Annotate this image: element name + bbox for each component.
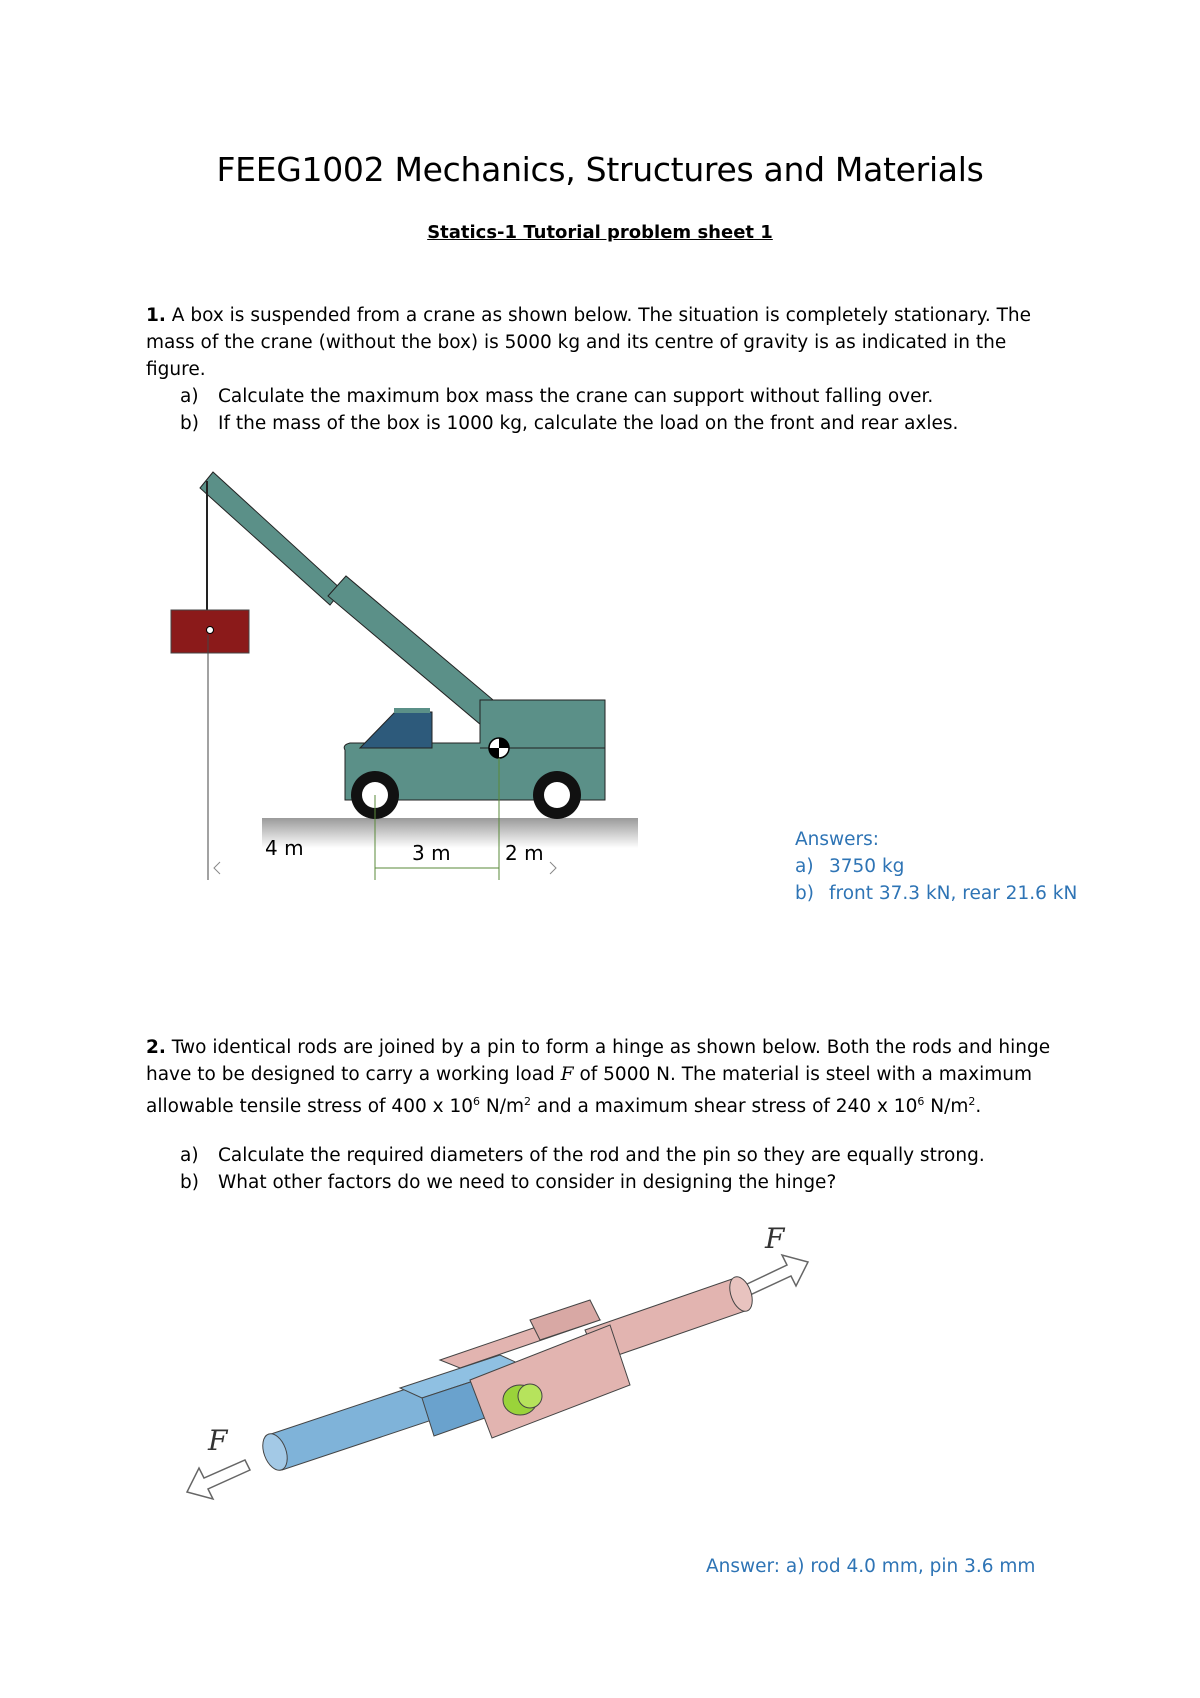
exponent: 6 <box>473 1095 480 1108</box>
force-arrow-bottom <box>187 1460 250 1499</box>
force-label-bottom: F <box>208 1424 228 1457</box>
force-label-top: F <box>765 1222 785 1255</box>
question-1-number: 1. <box>146 305 166 326</box>
answer-label: a) <box>795 856 814 877</box>
exponent: 2 <box>523 1095 531 1108</box>
exponent: 2 <box>968 1095 976 1108</box>
answer-text: front 37.3 kN, rear 21.6 kN <box>829 883 1078 904</box>
part-label: b) <box>180 413 199 434</box>
answer-text: 3750 kg <box>829 856 905 877</box>
part-text: Calculate the required diameters of the rod and the pin so they are equally strong. <box>218 1145 985 1166</box>
left-rod <box>268 1385 432 1470</box>
answer-label: b) <box>795 883 814 904</box>
question-2-body-1: Two identical rods are joined by a pin to form a hinge as shown below. Both the rods and hinge have to be designed to carry a working load <box>146 1037 1051 1085</box>
part-label: a) <box>180 1145 199 1166</box>
question-2-answer: Answer: a) rod 4.0 mm, pin 3.6 mm <box>706 1556 1036 1577</box>
sheet-subtitle: Statics-1 Tutorial problem sheet 1 <box>427 222 773 243</box>
question-2-body-3: and a maximum shear stress of 240 x 10 <box>536 1096 918 1118</box>
page-title: FEEG1002 Mechanics, Structures and Materials <box>216 150 984 189</box>
unit: N/m <box>930 1096 969 1118</box>
dimension-label-3m: 3 m <box>412 841 451 865</box>
question-2-body-2: of 5000 N. The material is steel with a maximum allowable tensile stress of 400 x 10 <box>146 1064 1032 1118</box>
question-2-number: 2. <box>146 1037 166 1058</box>
hinge-pin-end <box>518 1384 542 1408</box>
dimension-label-4m: 4 m <box>265 836 304 860</box>
part-label: b) <box>180 1172 199 1193</box>
part-label: a) <box>180 386 199 407</box>
part-text: If the mass of the box is 1000 kg, calculate the load on the front and rear axles. <box>218 413 959 434</box>
exponent: 6 <box>917 1095 925 1108</box>
force-arrow-top <box>745 1255 808 1295</box>
answers-heading: Answers: <box>795 829 880 850</box>
part-text: What other factors do we need to consider in designing the hinge? <box>218 1172 837 1193</box>
sentence-end: . <box>975 1096 982 1118</box>
question-1-body: A box is suspended from a crane as shown below. The situation is completely stationary. The mass of the crane (without the box) is 5000 kg and its centre of gravity is as indicated in the figure. <box>146 305 1032 380</box>
part-text: Calculate the maximum box mass the crane can support without falling over. <box>218 386 934 407</box>
dimension-label-2m: 2 m <box>505 841 544 865</box>
unit: N/m <box>485 1096 524 1118</box>
load-symbol: F <box>560 1064 574 1085</box>
